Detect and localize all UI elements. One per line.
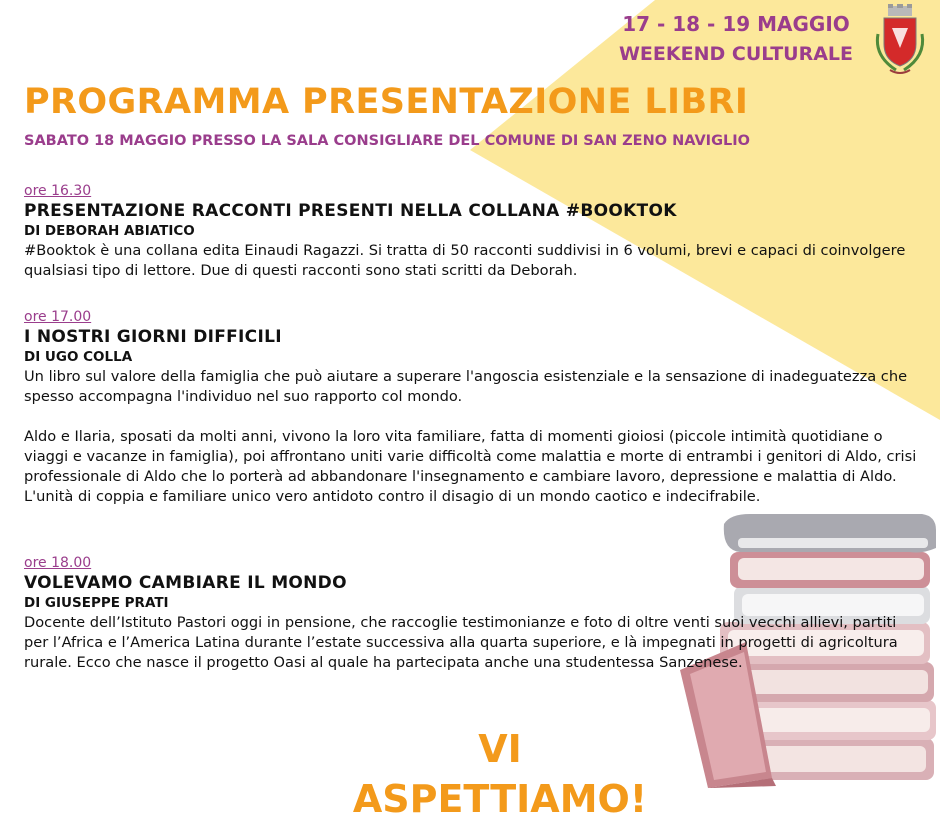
municipal-crest-icon	[872, 4, 928, 76]
session-3	[24, 552, 924, 673]
session-time: ore 16.30	[24, 183, 92, 199]
session-time: ore 18.00	[24, 555, 92, 571]
book-description: Un libro sul valore della famiglia che può aiutare a superare l'angoscia esistenziale e la sensazione di inadeguatezza che spesso accompagna l'individuo nel suo rapporto col mondo.	[24, 368, 908, 405]
book-title: PRESENTAZIONE RACCONTI PRESENTI NELLA COLLANA #BOOKTOK	[24, 201, 677, 221]
session-2	[24, 306, 924, 507]
session-1	[24, 180, 924, 281]
book-title: VOLEVAMO CAMBIARE IL MONDO	[24, 573, 347, 593]
event-dates: 17 - 18 - 19 MAGGIO	[622, 12, 850, 36]
book-author: DI UGO COLLA	[24, 349, 133, 365]
book-title: I NOSTRI GIORNI DIFFICILI	[24, 327, 282, 347]
book-author: DI GIUSEPPE PRATI	[24, 595, 169, 611]
session-time: ore 17.00	[24, 309, 92, 325]
event-name: WEEKEND CULTURALE	[618, 43, 854, 65]
book-author: DI DEBORAH ABIATICO	[24, 223, 195, 239]
page-title: PROGRAMMA PRESENTAZIONE LIBRI	[24, 82, 749, 122]
book-description: Aldo e Ilaria, sposati da molti anni, vivono la loro vita familiare, fatta di momenti gioiosi (piccole intimità quotidiane o viaggi e vacanze in famiglia), poi affrontano uniti varie difficoltà come malattia e morte di entrambi i genitori di Aldo, crisi professionale di Aldo che lo porterà ad abbandonare l'insegnamento e cambiare lavoro, depressione e malattia di Aldo. L'unità di coppia e familiare unico vero antidoto contro il disagio di un mondo caotico e indecifrabile.	[24, 428, 917, 505]
book-description: Docente dell’Istituto Pastori oggi in pensione, che raccoglie testimonianze e foto di oltre venti suoi vecchi allievi, partiti per l’Africa e l’America Latina durante l’estate successiva alla quarta superiore, e là impegnati in progetti di agricoltura rurale. Ecco che nasce il progetto Oasi al quale ha partecipata anche una studentessa Sanzenese.	[24, 614, 898, 671]
book-description: #Booktok è una collana edita Einaudi Ragazzi. Si tratta di 50 racconti suddivisi in 6 volumi, brevi e capaci di coinvolgere qualsiasi tipo di lettore. Due di questi racconti sono stati scritti da Deborah.	[24, 242, 906, 279]
page-subtitle: SABATO 18 MAGGIO PRESSO LA SALA CONSIGLIARE DEL COMUNE DI SAN ZENO NAVIGLIO	[24, 133, 750, 149]
closing-message: VI ASPETTIAMO!	[352, 727, 648, 821]
